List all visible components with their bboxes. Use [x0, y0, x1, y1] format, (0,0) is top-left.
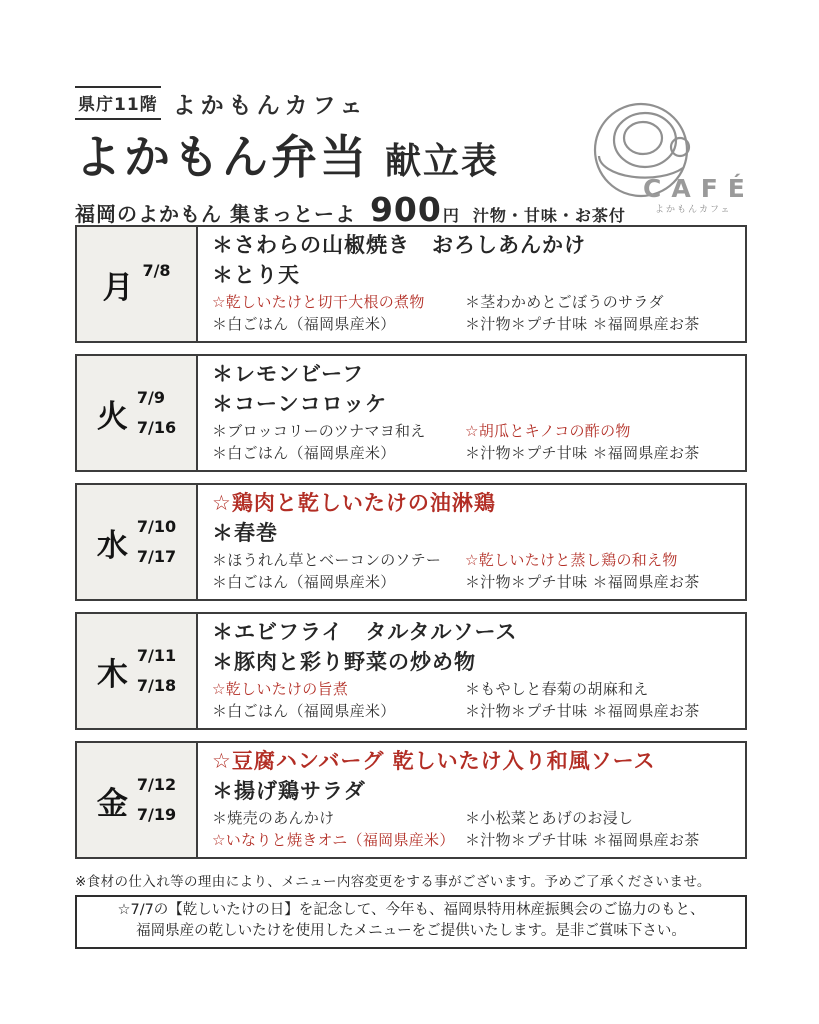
date: 7/12: [136, 775, 177, 795]
staples-row: [212, 571, 737, 594]
day-label: 木: [96, 656, 128, 693]
menu-cell: [198, 743, 745, 857]
side-dish: ＊ブロッコリーのツナマヨ和え: [212, 421, 426, 440]
staple-item: ＊汁物＊プチ甘味 ＊福岡県産お茶: [465, 444, 700, 463]
date: 7/19: [136, 805, 177, 824]
main-dish: ＊春巻: [212, 520, 278, 545]
day-label: 月: [102, 269, 134, 306]
day-dates: [142, 256, 170, 286]
location-badge: 県庁11階: [75, 86, 161, 120]
day-cell: [77, 614, 198, 728]
staple-item: ＊白ごはん（福岡県産米）: [212, 573, 396, 592]
main-dish: ＊とり天: [212, 262, 300, 287]
date: 7/11: [136, 646, 177, 666]
tagline: 福岡のよかもん 集まっとーよ: [75, 202, 356, 226]
staple-item: ＊汁物＊プチ甘味 ＊福岡県産お茶: [465, 831, 700, 850]
page-title: よかもん弁当: [75, 130, 369, 184]
date: 7/8: [142, 261, 171, 281]
menu-header: [75, 86, 747, 229]
side-dish: ＊もやしと春菊の胡麻和え: [465, 679, 649, 698]
staple-item: ＊白ごはん（福岡県産米）: [212, 702, 396, 721]
staple-item: ＊汁物＊プチ甘味 ＊福岡県産お茶: [465, 573, 700, 592]
day-dates: [137, 383, 176, 442]
staple-item: ＊汁物＊プチ甘味 ＊福岡県産お茶: [465, 315, 700, 334]
main-dish: ＊揚げ鶏サラダ: [212, 778, 366, 803]
side-dishes-row: [212, 678, 737, 701]
menu-row-friday: [75, 741, 747, 859]
day-cell: [77, 356, 198, 470]
day-label: 金: [96, 785, 128, 822]
day-cell: [77, 227, 198, 341]
shiitake-promo-box: [75, 895, 747, 949]
menu-row-wednesday: [75, 483, 747, 601]
date: 7/16: [136, 418, 177, 437]
disclaimer-note: ※食材の仕入れ等の理由により、メニュー内容変更をする事がございます。予めご了承くださいませ。: [75, 874, 711, 890]
price-note: 汁物・甘味・お茶付: [472, 206, 626, 225]
staples-row: [212, 700, 737, 723]
promo-line: ☆7/7の【乾しいたけの日】を記念して、今年も、福岡県特用林産振興会のご協力のもと、: [117, 902, 705, 918]
main-dish: ＊豚肉と彩り野菜の炒め物: [212, 649, 476, 674]
staples-row: [212, 442, 737, 465]
side-dish: ＊焼売のあんかけ: [212, 808, 335, 827]
side-dishes-row: [212, 420, 737, 443]
menu-row-thursday: [75, 612, 747, 730]
cafe-logo: [583, 98, 745, 218]
staple-item: ＊白ごはん（福岡県産米）: [212, 444, 396, 463]
page-title-suffix: 献立表: [385, 141, 500, 182]
cafe-name: よかもんカフェ: [172, 92, 368, 119]
side-dish: ＊ほうれん草とベーコンのソテー: [212, 550, 442, 569]
menu-row-monday: [75, 225, 747, 343]
main-dish: ＊レモンビーフ: [212, 362, 365, 386]
side-dish: ☆乾しいたけと切干大根の煮物: [212, 292, 425, 311]
promo-line: 福岡県産の乾しいたけを使用したメニューをご提供いたします。是非ご賞味下さい。: [136, 923, 686, 940]
coffee-cup-icon: [583, 98, 745, 218]
side-dish: ☆乾しいたけと蒸し鶏の和え物: [465, 550, 678, 569]
side-dishes-row: [212, 807, 737, 830]
logo-cafe-subtext: よかもんカフェ: [655, 205, 732, 215]
main-dish: ＊さわらの山椒焼き おろしあんかけ: [212, 233, 586, 257]
main-dish: ＊エビフライ タルタルソース: [212, 620, 518, 644]
menu-cell: [198, 356, 745, 470]
price-unit: 円: [442, 206, 459, 225]
menu-cell: [198, 227, 745, 341]
day-dates: [137, 512, 176, 571]
main-dish: ☆鶏肉と乾しいたけの油淋鶏: [212, 491, 496, 515]
day-cell: [77, 743, 198, 857]
menu-row-tuesday: [75, 354, 747, 472]
staples-row: [212, 829, 737, 852]
side-dish: ＊小松菜とあげのお浸し: [465, 808, 634, 827]
side-dishes-row: [212, 291, 737, 314]
side-dish: ☆乾しいたけの旨煮: [212, 679, 349, 698]
day-dates: [137, 770, 176, 829]
staple-item: ☆いなりと焼きオニ（福岡県産米）: [212, 831, 455, 850]
price-value: 900: [369, 190, 442, 229]
day-label: 水: [96, 527, 128, 564]
day-label: 火: [96, 398, 128, 435]
date: 7/17: [136, 547, 177, 566]
menu-cell: [198, 614, 745, 728]
staple-item: ＊白ごはん（福岡県産米）: [212, 315, 396, 334]
staple-item: ＊汁物＊プチ甘味 ＊福岡県産お茶: [465, 702, 700, 721]
menu-cell: [198, 485, 745, 599]
date: 7/9: [136, 388, 165, 408]
day-cell: [77, 485, 198, 599]
side-dish: ＊茎わかめとごぼうのサラダ: [465, 292, 664, 311]
side-dishes-row: [212, 549, 737, 572]
menu-content: [75, 86, 747, 949]
date: 7/10: [136, 517, 177, 537]
logo-cafe-text: CAFÉ: [643, 174, 745, 203]
staples-row: [212, 313, 737, 336]
main-dish: ＊コーンコロッケ: [212, 391, 388, 416]
day-dates: [137, 641, 176, 700]
date: 7/18: [136, 676, 177, 695]
main-dish: ☆豆腐ハンバーグ 乾しいたけ入り和風ソース: [212, 749, 656, 773]
side-dish: ☆胡瓜とキノコの酢の物: [465, 421, 631, 440]
